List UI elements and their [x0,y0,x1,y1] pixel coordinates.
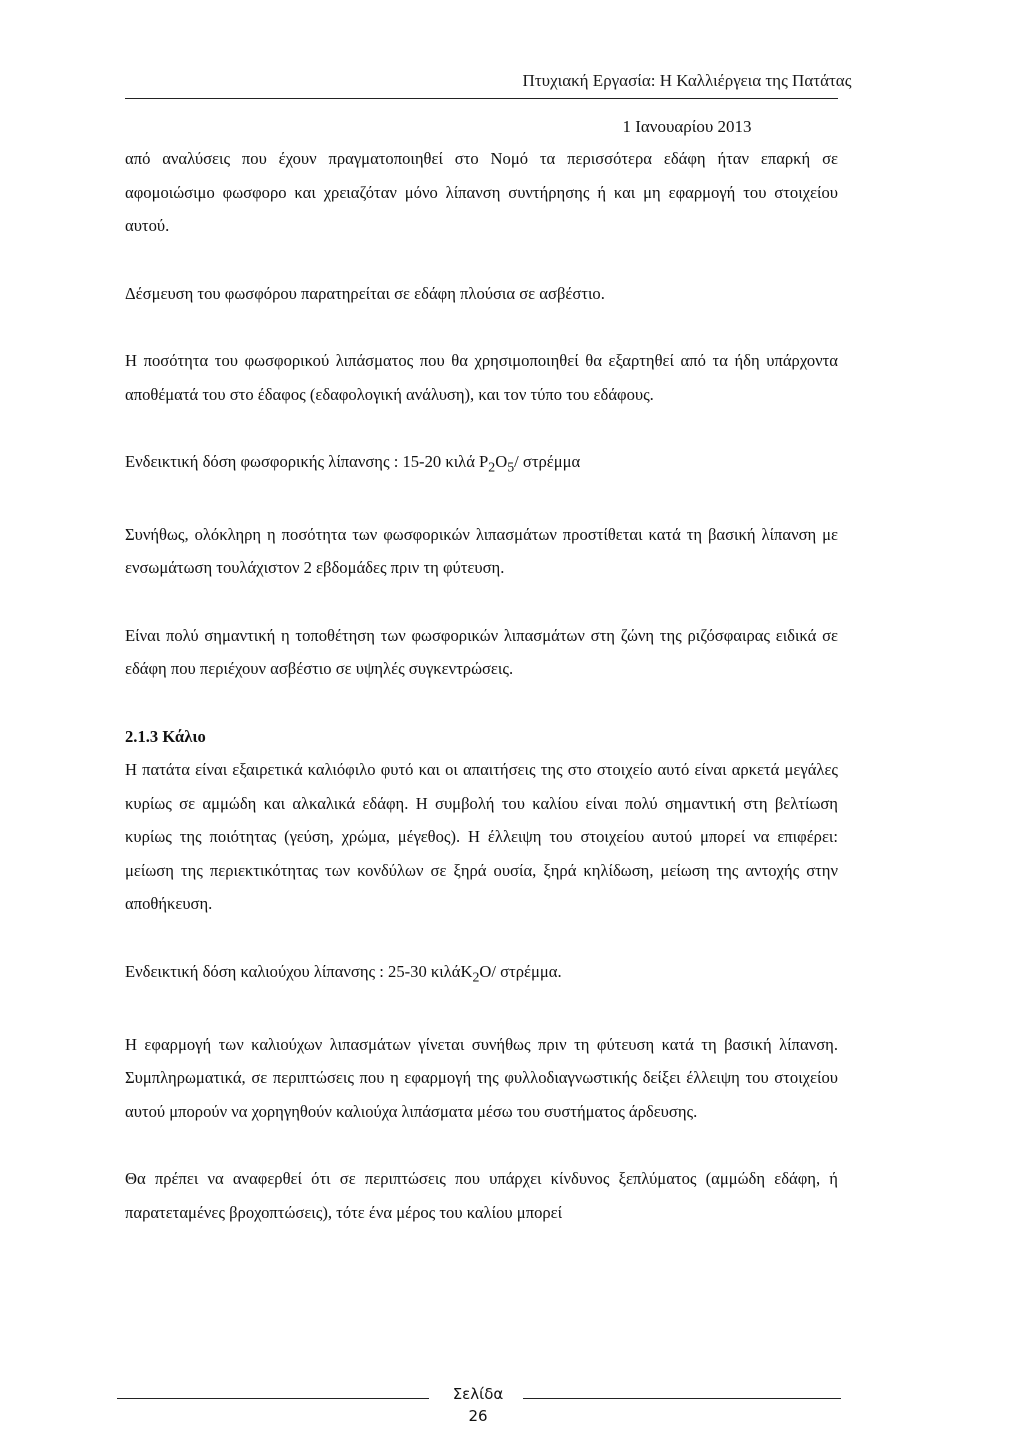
paragraph-spacer [125,484,838,518]
paragraph-spacer [125,994,838,1028]
subscript: 2 [488,459,496,475]
footer-rule-left [117,1398,429,1399]
paragraph-spacer [125,921,838,955]
subscript: 2 [472,969,480,985]
paragraph-spacer [125,686,838,720]
paragraph-potassium-needs: Η πατάτα είναι εξαιρετικά καλιόφιλο φυτό και οι απαιτήσεις της στο στοιχείο αυτό είναι αρκετά μεγάλες κυρίως σε αμμώδη και αλκαλικά εδάφη. Η συμβολή του καλίου είναι πολύ σημαντική στη βελτίωση κυρίως της ποιότητας (γεύση, χρώμα, μέγεθος). Η έλλειψη του στοιχείου αυτού μπορεί να επιφέρει: μείωση της περιεκτικότητας των κονδύλων σε ξηρά ουσία, ξηρά κηλίδωση, μείωση της αντοχής στην αποθήκευση. [125,760,838,914]
paragraph-soil-analyses: από αναλύσεις που έχουν πραγματοποιηθεί στο Νομό τα περισσότερα εδάφη ήταν επαρκή σε αφομοιώσιμο φωσφορο και χρειαζόταν μόνο λίπανση συντήρησης ή και μη εφαρμογή του στοιχείου αυτού. [125,149,838,235]
running-header-title: Πτυχιακή Εργασία: Η Καλλιέργεια της Πατάτας [522,71,852,90]
dose-text: Ενδεικτική δόση φωσφορικής λίπανσης : 15-20 κιλά P [125,452,489,471]
paragraph-potassium-application: Η εφαρμογή των καλιούχων λιπασμάτων γίνεται συνήθως πριν τη φύτευση κατά τη βασική λίπανση. Συμπληρωματικά, σε περιπτώσεις που η εφαρμογή της φυλλοδιαγνωστικής δείξει έλλειψη του στοιχείου αυτού μπορούν να χορηγηθούν καλιούχα λιπάσματα μέσω του συστήματος άρδευσης. [125,1034,838,1121]
paragraph-spacer [125,310,838,344]
paragraph-rhizosphere: Είναι πολύ σημαντική η τοποθέτηση των φωσφορικών λιπασμάτων στη ζώνη της ριζόσφαιρας ειδικά σε εδάφη που περιέχουν ασβέστιο σε υψηλές συγκεντρώσεις. [125,625,838,679]
paragraph-potassium-dose [125,955,838,994]
dose-text: O [495,452,508,471]
header-divider [125,98,838,99]
page-footer [125,1384,838,1434]
dose-text: O/ στρέμμα. [479,961,562,981]
paragraph-phosphorus-dose [125,445,838,484]
section-heading: 2.1.3 Κάλιο [125,726,206,746]
page-number: 26 [468,1407,488,1425]
footer-rule-right [523,1398,841,1399]
paragraph-phosphorus-binding: Δέσμευση του φωσφόρου παρατηρείται σε εδάφη πλούσια σε ασβέστιο. [125,283,605,303]
dose-text: / στρέμμα [514,452,581,471]
page-body [125,142,838,1229]
running-header-date: 1 Ιανουαρίου 2013 [622,117,752,136]
paragraph-phosphorus-quantity: Η ποσότητα του φωσφορικού λιπάσματος που θα χρησιμοποιηθεί θα εξαρτηθεί από τα ήδη υπάρχοντα αποθέματά του στο έδαφος (εδαφολογική ανάλυση), και τον τύπο του εδάφους. [125,351,838,404]
footer-page-label: Σελίδα [452,1385,504,1403]
paragraph-spacer [125,585,838,619]
dose-text: Ενδεικτική δόση καλιούχου λίπανσης : 25-30 κιλάK [125,961,473,981]
subscript: 5 [507,459,515,475]
paragraph-spacer [125,243,838,277]
paragraph-spacer [125,1128,838,1162]
paragraph-spacer [125,411,838,445]
paragraph-leaching: Θα πρέπει να αναφερθεί ότι σε περιπτώσεις που υπάρχει κίνδυνος ξεπλύματος (αμμώδη εδάφη, ή παρατεταμένες βροχοπτώσεις), τότε ένα μέρος του καλίου μπορεί [125,1169,838,1222]
paragraph-basic-fertilization: Συνήθως, ολόκληρη η ποσότητα των φωσφορικών λιπασμάτων προστίθεται κατά τη βασική λίπανση με ενσωμάτωση τουλάχιστον 2 εβδομάδες πριν τη φύτευση. [125,524,838,578]
